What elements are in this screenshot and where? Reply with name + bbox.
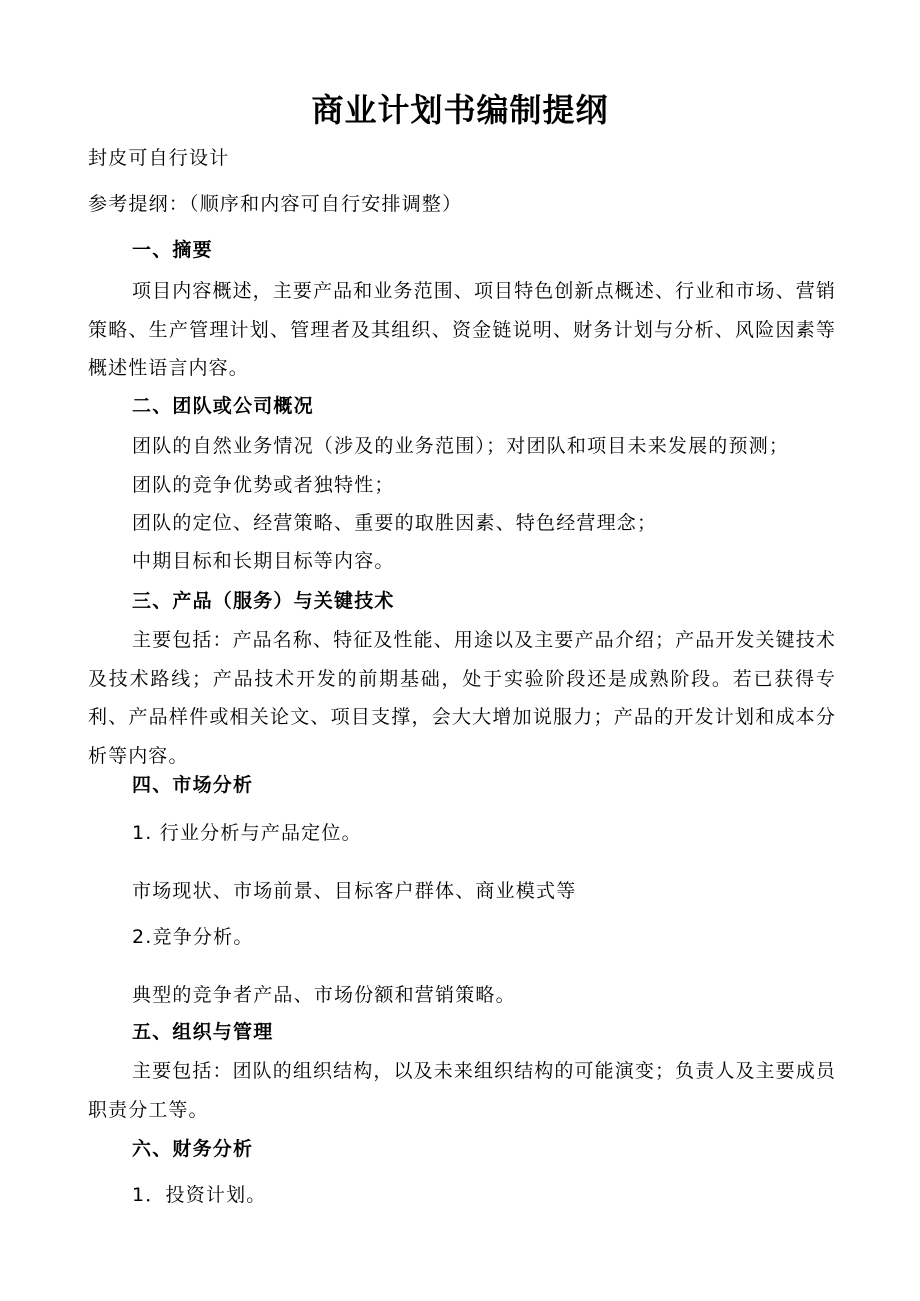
market-item-1-detail: 市场现状、市场前景、目标客户群体、商业模式等 — [132, 880, 577, 902]
market-item-2: 2.竞争分析。 — [132, 926, 254, 948]
section-heading-summary: 一、摘要 — [132, 239, 213, 261]
outline-note: 参考提纲：（顺序和内容可自行安排调整） — [88, 193, 463, 215]
cover-note: 封皮可自行设计 — [88, 147, 230, 169]
team-item: 中期目标和长期目标等内容。 — [132, 550, 395, 572]
section-heading-finance: 六、财务分析 — [132, 1138, 254, 1160]
finance-item-1: 1．投资计划。 — [132, 1184, 267, 1206]
org-paragraph: 主要包括：团队的组织结构，以及未来组织结构的可能演变；负责人及主要成员职责分工等。 — [88, 1060, 836, 1121]
summary-paragraph: 项目内容概述，主要产品和业务范围、项目特色创新点概述、行业和市场、营销策略、生产管理计划、管理者及其组织、资金链说明、财务计划与分析、风险因素等概述性语言内容。 — [88, 280, 836, 379]
market-item-1: 1. 行业分析与产品定位。 — [132, 822, 362, 844]
product-paragraph: 主要包括：产品名称、特征及性能、用途以及主要产品介绍；产品开发关键技术及技术路线；产品技术开发的前期基础，处于实验阶段还是成熟阶段。若已获得专利、产品样件或相关论文、项目支撑，会大大增加说服力；产品的开发计划和成本分析等内容。 — [88, 629, 836, 767]
section-heading-market: 四、市场分析 — [132, 774, 254, 796]
document-title: 商业计划书编制提纲 — [311, 91, 609, 129]
team-item: 团队的自然业务情况（涉及的业务范围）；对团队和项目未来发展的预测； — [132, 435, 790, 457]
section-heading-product: 三、产品（服务）与关键技术 — [132, 590, 395, 612]
team-item: 团队的定位、经营策略、重要的取胜因素、特色经营理念； — [132, 512, 658, 534]
section-heading-team: 二、团队或公司概况 — [132, 395, 314, 417]
team-item: 团队的竞争优势或者独特性； — [132, 474, 395, 496]
market-item-2-detail: 典型的竞争者产品、市场份额和营销策略。 — [132, 984, 516, 1006]
section-heading-org: 五、组织与管理 — [132, 1021, 274, 1043]
